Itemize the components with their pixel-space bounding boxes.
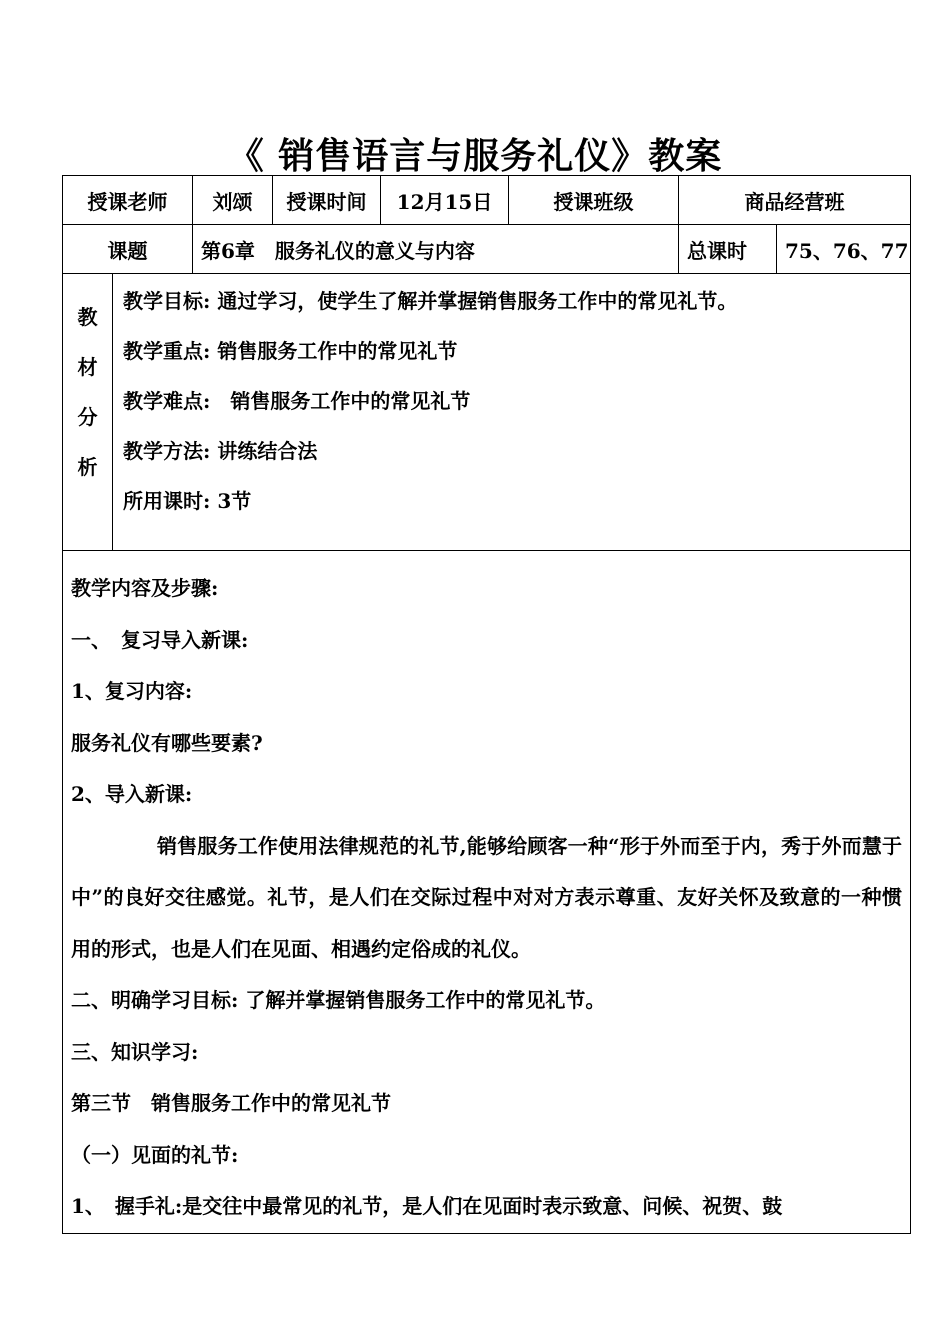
content-heading: 教学内容及步骤: (71, 576, 219, 600)
side-char: 材 (77, 355, 98, 379)
lesson-plan-table (62, 175, 911, 1234)
subsection-title: （一）见面的礼节: (71, 1142, 239, 1167)
total-hours-value: 75、76、77 (777, 225, 911, 274)
teaching-difficulty: 教学难点: 销售服务工作中的常见礼节 (123, 389, 471, 413)
section-title: 第三节 销售服务工作中的常见礼节 (71, 1091, 391, 1115)
time-label: 授课时间 (273, 176, 381, 225)
item-handshake: 1、 握手礼:是交往中最常见的礼节，是人们在见面时表示致意、问候、祝贺、鼓 (71, 1194, 783, 1218)
analysis-content (113, 274, 911, 551)
side-char: 分 (77, 405, 98, 429)
topic-value: 第6章 服务礼仪的意义与内容 (193, 225, 679, 274)
total-hours-label: 总课时 (679, 225, 777, 274)
time-value: 12月15日 (381, 176, 509, 225)
analysis-row (63, 274, 911, 551)
teaching-focus: 教学重点: 销售服务工作中的常见礼节 (123, 339, 458, 363)
topic-row (63, 225, 911, 274)
teaching-goal: 教学目标: 通过学习，使学生了解并掌握销售服务工作中的常见礼节。 (123, 289, 738, 313)
side-char: 析 (77, 455, 98, 479)
new-lesson-label: 2、导入新课: (71, 782, 193, 806)
teacher-value: 刘颂 (193, 176, 273, 225)
class-label: 授课班级 (509, 176, 679, 225)
class-hours: 所用课时: 3节 (123, 489, 252, 513)
new-lesson-paragraph: 销售服务工作使用法律规范的礼节,能够给顾客一种“形于外而至于内，秀于外而慧于中”的良好交往感觉。礼节，是人们在交际过程中对对方表示尊重、友好关怀及致意的一种惯用的形式，也是人们在见面、相遇约定俗成的礼仪。 (71, 833, 902, 961)
page-title: 《 销售语言与服务礼仪》教案 (227, 135, 723, 177)
teaching-content (63, 551, 911, 1234)
step-review: 一、 复习导入新课: (71, 627, 249, 652)
class-value: 商品经营班 (679, 176, 911, 225)
topic-label: 课题 (63, 225, 193, 274)
review-content-label: 1、复习内容: (71, 679, 193, 703)
review-question: 服务礼仪有哪些要素? (71, 730, 263, 755)
step-goal: 二、明确学习目标: 了解并掌握销售服务工作中的常见礼节。 (71, 988, 606, 1012)
step-knowledge: 三、知识学习: (71, 1039, 199, 1064)
analysis-side-label (63, 274, 113, 551)
teacher-label: 授课老师 (63, 176, 193, 225)
header-row (63, 176, 911, 225)
content-row (63, 551, 911, 1234)
side-char: 教 (77, 305, 98, 329)
teaching-method: 教学方法: 讲练结合法 (123, 439, 318, 463)
